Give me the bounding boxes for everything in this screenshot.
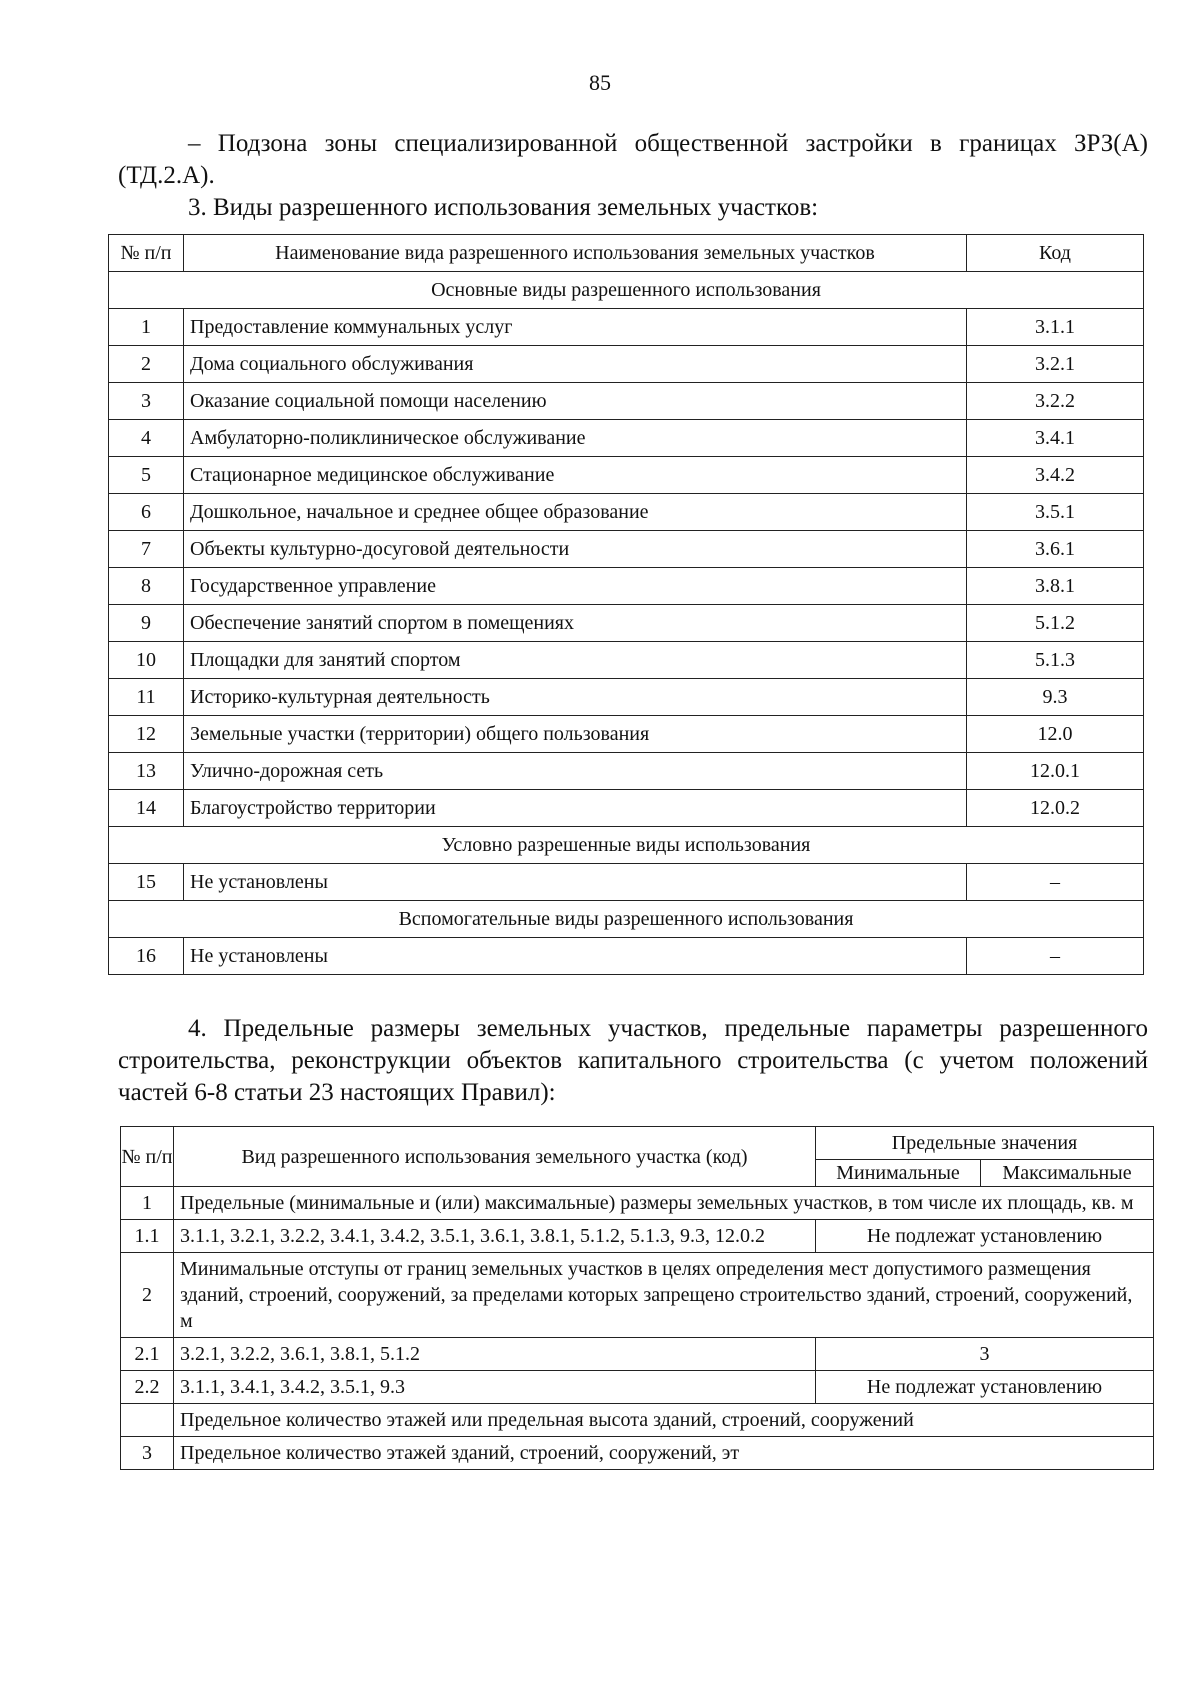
limits-row-1-1-num: 1.1 [121,1220,174,1253]
subzone-paragraph: – Подзона зоны специализированной общественной застройки в границах ЗРЗ(А) (ТД.2.А). [118,130,1148,189]
row-num: 7 [109,531,184,568]
section-row [109,827,1144,864]
limits-row-2-2 [121,1371,1154,1404]
row-name: Не установлены [184,938,967,975]
row-name: Улично-дорожная сеть [184,753,967,790]
row-num: 4 [109,420,184,457]
row-code: – [967,864,1144,901]
row-num: 2 [109,346,184,383]
row-num: 16 [109,938,184,975]
row-name: Стационарное медицинское обслуживание [184,457,967,494]
row-code: 9.3 [967,679,1144,716]
table-row [109,383,1144,420]
row-name: Обеспечение занятий спортом в помещениях [184,605,967,642]
row-code: 3.5.1 [967,494,1144,531]
row-num: 14 [109,790,184,827]
limits-row-height-num-empty [121,1404,174,1437]
limits-row-2-1-num: 2.1 [121,1338,174,1371]
row-name: Благоустройство территории [184,790,967,827]
table-row [109,420,1144,457]
limits-row-2-2-num: 2.2 [121,1371,174,1404]
row-code: 3.4.1 [967,420,1144,457]
table-row [109,716,1144,753]
row-code: 3.4.2 [967,457,1144,494]
limits-header-min: Минимальные [816,1160,981,1187]
table-row [109,679,1144,716]
row-code: 3.6.1 [967,531,1144,568]
page-number: 85 [589,70,611,95]
row-code: 12.0.1 [967,753,1144,790]
row-num: 1 [109,309,184,346]
row-name: Предоставление коммунальных услуг [184,309,967,346]
row-name: Объекты культурно-досуговой деятельности [184,531,967,568]
table-row [109,642,1144,679]
row-code: 12.0 [967,716,1144,753]
row-name: Дошкольное, начальное и среднее общее образование [184,494,967,531]
table-row [109,457,1144,494]
limits-row-2-num: 2 [121,1253,174,1338]
row-code: 3.1.1 [967,309,1144,346]
limits-header-num: № п/п [121,1127,174,1187]
row-name: Государственное управление [184,568,967,605]
row-num: 12 [109,716,184,753]
header-code: Код [967,235,1144,272]
table-row [109,864,1144,901]
limits-row-2-1-codes: 3.2.1, 3.2.2, 3.6.1, 3.8.1, 5.1.2 [174,1338,816,1371]
section-row [109,901,1144,938]
limits-row-1-1-value: Не подлежат установлению [816,1220,1154,1253]
row-code: 3.2.1 [967,346,1144,383]
table-row [109,753,1144,790]
section-3-heading: 3. Виды разрешенного использования земельных участков: [188,194,819,221]
section-row [109,272,1144,309]
table-row [109,790,1144,827]
row-name: Оказание социальной помощи населению [184,383,967,420]
limits-table [120,1126,1154,1470]
limits-row-1-num: 1 [121,1187,174,1220]
row-num: 15 [109,864,184,901]
limits-row-1-text: Предельные (минимальные и (или) максимальные) размеры земельных участков, в том числе их площадь, кв. м [174,1187,1154,1220]
row-code: 12.0.2 [967,790,1144,827]
row-num: 11 [109,679,184,716]
limits-row-2-1 [121,1338,1154,1371]
row-name: Историко-культурная деятельность [184,679,967,716]
section-title: Основные виды разрешенного использования [109,272,1144,309]
section-title: Условно разрешенные виды использования [109,827,1144,864]
header-name: Наименование вида разрешенного использования земельных участков [184,235,967,272]
section-title: Вспомогательные виды разрешенного использования [109,901,1144,938]
limits-header-values: Предельные значения [816,1127,1154,1160]
limits-row-3-num: 3 [121,1437,174,1470]
row-code: 3.8.1 [967,568,1144,605]
permitted-uses-body [109,272,1144,975]
limits-row-3 [121,1437,1154,1470]
limits-header-name: Вид разрешенного использования земельного участка (код) [174,1127,816,1187]
row-num: 3 [109,383,184,420]
row-code: – [967,938,1144,975]
table-row [109,938,1144,975]
limits-row-2 [121,1253,1154,1338]
limits-row-height-heading [121,1404,1154,1437]
row-code: 3.2.2 [967,383,1144,420]
row-num: 10 [109,642,184,679]
row-code: 5.1.3 [967,642,1144,679]
row-name: Не установлены [184,864,967,901]
table-row [109,346,1144,383]
section-4-paragraph: 4. Предельные размеры земельных участков, предельные параметры разрешенного строительства, реконструкции объектов капитального строительства (с учетом положений частей 6-8 статьи 23 настоящих Правил): [118,1015,1148,1106]
header-num: № п/п [109,235,184,272]
row-num: 5 [109,457,184,494]
table-row [109,605,1144,642]
row-name: Земельные участки (территории) общего пользования [184,716,967,753]
limits-row-2-text: Минимальные отступы от границ земельных участков в целях определения мест допустимого размещения зданий, строений, сооружений, за пределами которых запрещено строительство зданий, строений, сооружений, м [174,1253,1154,1338]
limits-header-max: Максимальные [981,1160,1154,1187]
limits-row-1-1 [121,1220,1154,1253]
limits-row-2-2-value: Не подлежат установлению [816,1371,1154,1404]
limits-header-row [121,1127,1154,1160]
table-row [109,568,1144,605]
table-row [109,309,1144,346]
table-row [109,531,1144,568]
row-name: Дома социального обслуживания [184,346,967,383]
limits-row-2-1-value: 3 [816,1338,1154,1371]
row-code: 5.1.2 [967,605,1144,642]
row-name: Амбулаторно-поликлиническое обслуживание [184,420,967,457]
row-num: 9 [109,605,184,642]
row-name: Площадки для занятий спортом [184,642,967,679]
limits-row-1-1-codes: 3.1.1, 3.2.1, 3.2.2, 3.4.1, 3.4.2, 3.5.1, 3.6.1, 3.8.1, 5.1.2, 5.1.3, 9.3, 12.0.2 [174,1220,816,1253]
row-num: 8 [109,568,184,605]
limits-row-height-text: Предельное количество этажей или предельная высота зданий, строений, сооружений [174,1404,1154,1437]
table-header-row [109,235,1144,272]
row-num: 13 [109,753,184,790]
table-row [109,494,1144,531]
limits-row-1 [121,1187,1154,1220]
row-num: 6 [109,494,184,531]
permitted-uses-table [108,234,1144,975]
limits-row-2-2-codes: 3.1.1, 3.4.1, 3.4.2, 3.5.1, 9.3 [174,1371,816,1404]
limits-row-3-text: Предельное количество этажей зданий, строений, сооружений, эт [174,1437,1154,1470]
